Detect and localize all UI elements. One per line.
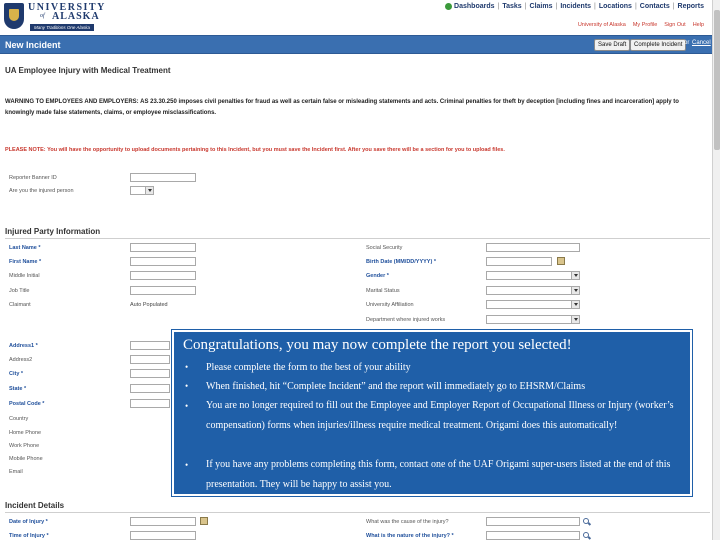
address1-input[interactable] [130, 341, 170, 350]
marital-status-label: Marital Status [366, 288, 400, 294]
date-of-injury-input[interactable] [130, 517, 196, 526]
callout-item: Please complete the form to the best of your ability [206, 362, 411, 373]
logo-of-text: of [40, 13, 45, 19]
nav-dashboards[interactable]: Dashboards [454, 3, 495, 10]
first-name-label: First Name * [9, 259, 42, 265]
claimant-label: Claimant [9, 302, 31, 308]
first-name-input[interactable] [130, 257, 196, 266]
calendar-icon[interactable] [200, 517, 208, 525]
state-input[interactable] [130, 384, 170, 393]
last-name-input[interactable] [130, 243, 196, 252]
callout-item: When finished, hit “Complete Incident” and the report will immediately go to EHSRM/Claims [206, 381, 586, 392]
instruction-callout [172, 330, 692, 496]
scrollbar-thumb[interactable] [714, 10, 720, 150]
incident-details-heading: Incident Details [5, 501, 65, 510]
job-title-label: Job Title [9, 288, 30, 294]
nav-separator: | [497, 3, 500, 10]
callout-title: Congratulations, you may now complete the report you selected! [183, 337, 572, 353]
affiliation-select[interactable] [486, 300, 580, 309]
page-title-bar [0, 35, 712, 54]
link-my-profile[interactable]: My Profile [632, 22, 658, 28]
middle-initial-input[interactable] [130, 271, 196, 280]
email-label: Email [9, 469, 23, 475]
nav-locations[interactable]: Locations [598, 3, 632, 10]
last-name-label: Last Name * [9, 245, 41, 251]
dashboard-icon [445, 3, 452, 10]
nature-input[interactable] [486, 531, 580, 540]
postal-code-input[interactable] [130, 399, 170, 408]
reporter-banner-input[interactable] [130, 173, 196, 182]
birth-date-label: Birth Date (MM/DD/YYYY) * [366, 259, 436, 265]
address2-input[interactable] [130, 355, 170, 364]
home-phone-label: Home Phone [9, 430, 42, 436]
logo-alaska-text: ALASKA [52, 11, 100, 22]
state-label: State * [9, 386, 27, 392]
country-label: Country [9, 416, 29, 422]
form-heading: UA Employee Injury with Medical Treatment [5, 66, 171, 75]
complete-incident-button[interactable]: Complete Incident [630, 39, 686, 51]
marital-status-select[interactable] [486, 286, 580, 295]
bullet-marker: • [185, 460, 189, 470]
link-university[interactable]: University of Alaska [577, 22, 626, 28]
nav-separator: | [634, 3, 637, 10]
bullet-marker: • [185, 381, 189, 391]
nav-contacts[interactable]: Contacts [639, 3, 670, 10]
injured-person-select[interactable] [130, 186, 154, 195]
chevron-down-icon [571, 301, 579, 308]
save-draft-button[interactable]: Save Draft [594, 39, 630, 51]
ssn-label: Social Security [366, 245, 403, 251]
nav-separator: | [555, 3, 558, 10]
postal-code-label: Postal Code * [9, 401, 45, 407]
job-title-input[interactable] [130, 286, 196, 295]
reporter-banner-label: Reporter Banner ID [9, 175, 57, 181]
cause-input[interactable] [486, 517, 580, 526]
or-text: or [684, 40, 690, 46]
main-nav [445, 3, 704, 10]
gender-label: Gender * [366, 273, 389, 279]
city-input[interactable] [130, 369, 170, 378]
logo-tagline: Many Traditions One Alaska [30, 24, 94, 31]
link-help[interactable]: Help [692, 22, 704, 28]
calendar-icon[interactable] [557, 257, 565, 265]
chevron-down-icon [571, 316, 579, 323]
affiliation-label: University Affiliation [366, 302, 414, 308]
department-select[interactable] [486, 315, 580, 324]
search-icon[interactable] [583, 532, 589, 538]
claimant-value: Auto Populated [130, 302, 168, 308]
page-scrollbar[interactable] [712, 0, 720, 540]
search-icon[interactable] [583, 518, 589, 524]
logo-university-text: UNIVERSITY [28, 2, 106, 13]
cause-question-label: What was the cause of the injury? [366, 519, 449, 525]
gender-select[interactable] [486, 271, 580, 280]
time-of-injury-input[interactable] [130, 531, 196, 540]
ssn-input[interactable] [486, 243, 580, 252]
work-phone-label: Work Phone [9, 443, 40, 449]
time-of-injury-label: Time of Injury * [9, 533, 49, 539]
birth-date-input[interactable] [486, 257, 552, 266]
date-of-injury-label: Date of Injury * [9, 519, 48, 525]
address2-label: Address2 [9, 357, 33, 363]
nav-incidents[interactable]: Incidents [560, 3, 592, 10]
mobile-phone-label: Mobile Phone [9, 456, 43, 462]
cancel-link[interactable]: Cancel [692, 40, 711, 46]
chevron-down-icon [571, 272, 579, 279]
chevron-down-icon [145, 187, 153, 194]
middle-initial-label: Middle Initial [9, 273, 40, 279]
section-divider [5, 512, 710, 513]
nav-separator: | [672, 3, 675, 10]
chevron-down-icon [571, 287, 579, 294]
bullet-marker: • [185, 401, 189, 411]
shield-icon [4, 3, 24, 29]
callout-item: If you have any problems completing this form, contact one of the UAF Origami super-users listed at the end of this presentation. They will be happy to assist you. [206, 459, 671, 490]
university-logo[interactable] [2, 1, 106, 33]
fraud-warning: WARNING TO EMPLOYEES AND EMPLOYERS: AS 23.30.250 imposes civil penalties for fraud as well as certain false or misleading statements and acts. Criminal penalties for theft by deception [including fines and incarceration] apply to knowingly made false statements, claims, or employee misclassifications. [5, 99, 679, 116]
nav-separator: | [524, 3, 527, 10]
department-label: Department where injured works [366, 317, 446, 323]
address1-label: Address1 * [9, 343, 38, 349]
upload-notice: PLEASE NOTE: You will have the opportunity to upload documents pertaining to this Incident, but you must save the Incident first. After you save there will be a section for you to upload files. [5, 147, 505, 153]
bullet-marker: • [185, 362, 189, 372]
link-sign-out[interactable]: Sign Out [664, 22, 686, 28]
nav-reports[interactable]: Reports [677, 3, 704, 10]
city-label: City * [9, 371, 24, 377]
nav-separator: | [594, 3, 596, 10]
injured-question-label: Are you the injured person [9, 188, 74, 194]
top-header [0, 0, 712, 34]
nature-question-label: What is the nature of the injury? * [366, 533, 454, 539]
section-divider [5, 238, 710, 239]
callout-item: You are no longer required to fill out the Employee and Employer Report of Occupational Illness or Injury (worker’s compensation) forms when injuries/illness require medical treatment. Origami does this automatically! [206, 400, 674, 431]
user-nav [571, 22, 704, 28]
injured-party-heading: Injured Party Information [5, 227, 101, 236]
nav-tasks[interactable]: Tasks [502, 3, 522, 10]
page-title: New Incident [5, 40, 61, 50]
nav-claims[interactable]: Claims [529, 3, 553, 10]
